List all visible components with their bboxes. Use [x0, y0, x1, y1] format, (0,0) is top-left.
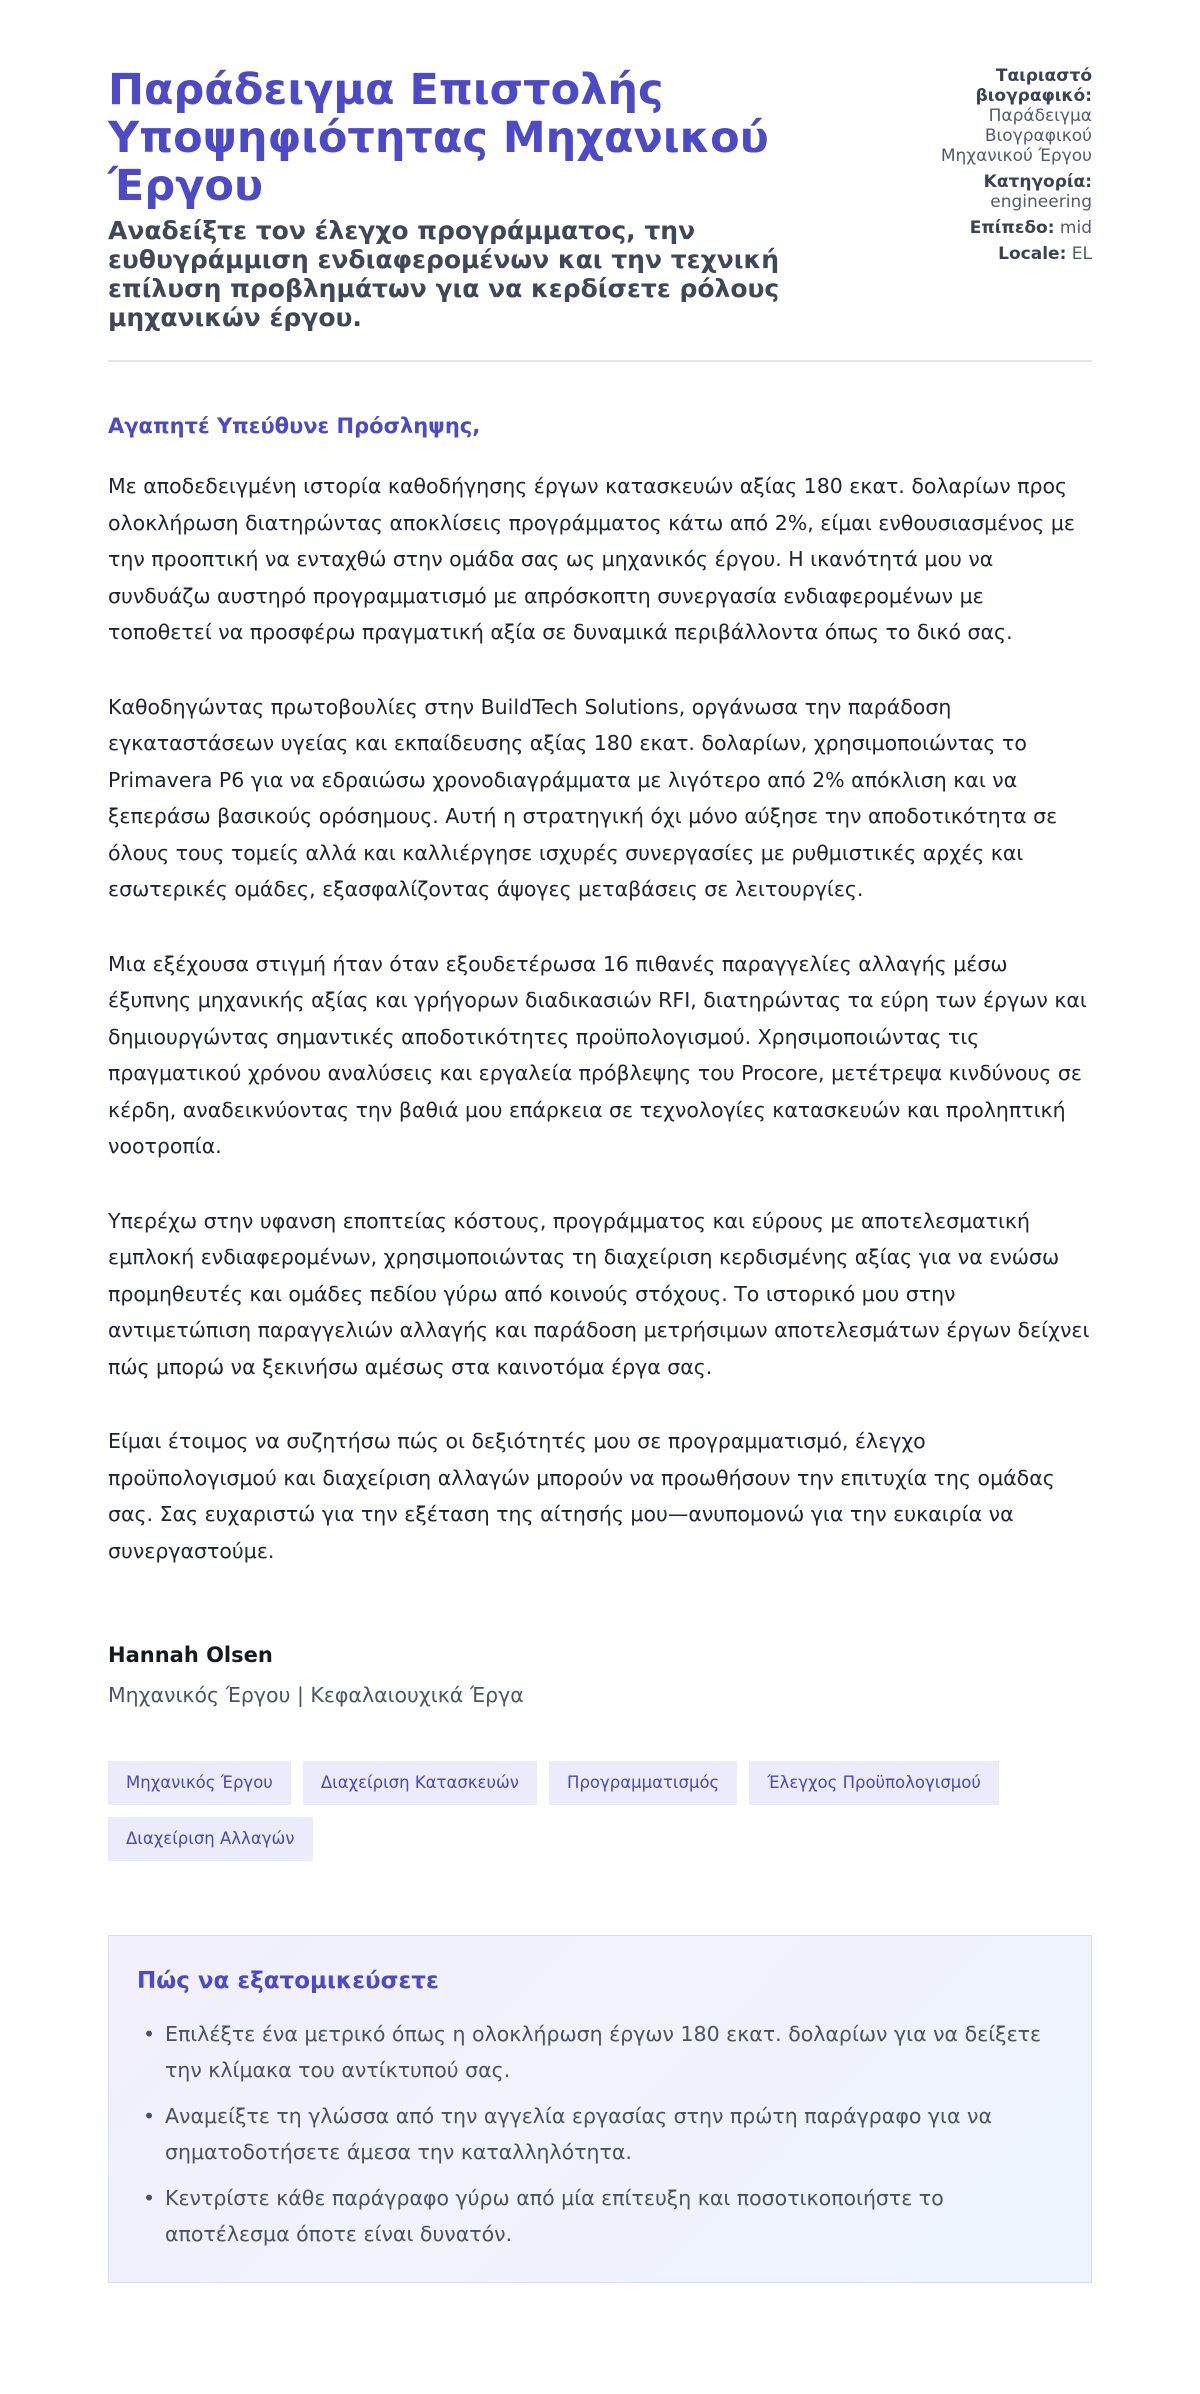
meta-resume — [902, 66, 1092, 166]
tips-item — [143, 2016, 1063, 2088]
tips-item — [143, 2180, 1063, 2252]
tips-item-text: Επιλέξτε ένα μετρικό όπως η ολοκλήρωση έργων 180 εκατ. δολαρίων για να δείξετε την κλίμακα του αντίκτυπού σας. — [165, 2022, 1042, 2082]
page-header — [108, 66, 1092, 360]
letter-paragraph: Υπερέχω στην υφανση εποπτείας κόστους, προγράμματος και εύρους με αποτελεσματική εμπλοκή ενδιαφερομένων, χρησιμοποιώντας τη διαχείριση κερδισμένης αξίας για να ενώσω προμηθευτές και ομάδες πεδίου γύρω από κοινούς στόχους. Το ιστορικό μου στην αντιμετώπιση παραγγελιών αλλαγής και παράδοση μετρήσιμων αποτελεσμάτων έργων δείχνει πώς μπορώ να ξεκινήσω αμέσως στα καινοτόμα έργα σας. — [108, 1208, 1090, 1379]
tag-chip[interactable]: Προγραμματισμός — [549, 1761, 737, 1805]
page-subtitle: Αναδείξτε τον έλεγχο προγράμματος, την ευθυγράμμιση ενδιαφερομένων και την τεχνική επίλυση προβλημάτων για να κερδίσετε ρόλους μηχανικών έργου. — [108, 216, 780, 332]
signature-name: Hannah Olsen — [108, 1643, 273, 1667]
meta-level-label: Επίπεδο: — [969, 218, 1055, 238]
signature-title: Μηχανικός Έργου | Κεφαλαιουχικά Έργα — [108, 1683, 524, 1707]
meta-resume-value: Παράδειγμα Βιογραφικού Μηχανικού Έργου — [940, 106, 1092, 166]
meta-level — [902, 218, 1092, 238]
letter-greeting: Αγαπητέ Υπεύθυνε Πρόσληψης, — [108, 414, 481, 438]
customize-tips-box — [108, 1935, 1092, 2283]
tag-chip[interactable]: Διαχείριση Κατασκευών — [303, 1761, 537, 1805]
bullet-icon: • — [143, 2104, 156, 2128]
meta-level-value: mid — [1059, 218, 1092, 238]
tips-title: Πώς να εξατομικεύσετε — [137, 1968, 439, 1994]
meta-locale-value: EL — [1071, 244, 1092, 264]
tag-list — [108, 1761, 1092, 1861]
meta-locale — [902, 244, 1092, 264]
tag-chip[interactable]: Μηχανικός Έργου — [108, 1761, 291, 1805]
meta-category-label: Κατηγορία: — [983, 172, 1092, 192]
page-title: Παράδειγμα Επιστολής Υποψηφιότητας Μηχανικού Έργου — [108, 65, 769, 211]
cover-letter-page — [108, 66, 1092, 2283]
meta-resume-label: Ταιριαστό βιογραφικό: — [975, 66, 1092, 106]
tips-item-text: Αναμείξτε τη γλώσσα από την αγγελία εργασίας στην πρώτη παράγραφο για να σηματοδοτήσετε άμεσα την καταλληλότητα. — [165, 2104, 992, 2164]
meta-locale-label: Locale: — [998, 244, 1067, 264]
letter-paragraph: Μια εξέχουσα στιγμή ήταν όταν εξουδετέρωσα 16 πιθανές παραγγελίες αλλαγής μέσω έξυπνης μηχανικής αξίας και γρήγορων διαδικασιών RFI, διατηρώντας τα εύρη των έργων και δημιουργώντας σημαντικές αποδοτικότητες προϋπολογισμού. Χρησιμοποιώντας τις πραγματικού χρόνου αναλύσεις και εργαλεία πρόβλεψης του Procore, μετέτρεψα κινδύνους σε κέρδη, αναδεικνύοντας την βαθιά μου επάρκεια σε τεχνολογίες κατασκευών και προληπτική νοοτροπία. — [108, 951, 1087, 1158]
meta-category-value: engineering — [990, 192, 1092, 212]
tag-chip[interactable]: Διαχείριση Αλλαγών — [108, 1817, 313, 1861]
header-divider — [108, 360, 1092, 362]
meta-category — [902, 172, 1092, 212]
bullet-icon: • — [143, 2186, 156, 2210]
tag-chip[interactable]: Έλεγχος Προϋπολογισμού — [749, 1761, 999, 1805]
meta-panel — [902, 66, 1092, 270]
letter-paragraph: Είμαι έτοιμος να συζητήσω πώς οι δεξιότητές μου σε προγραμματισμό, έλεγχο προϋπολογισμού και διαχείριση αλλαγών μπορούν να προωθήσουν την επιτυχία της ομάδας σας. Σας ευχαριστώ για την εξέταση της αίτησής μου—ανυπομονώ για την ευκαιρία να συνεργαστούμε. — [108, 1429, 1055, 1563]
bullet-icon: • — [143, 2022, 156, 2046]
tips-item-text: Κεντρίστε κάθε παράγραφο γύρω από μία επίτευξη και ποσοτικοποιήστε το αποτέλεσμα όποτε είναι δυνατόν. — [165, 2186, 944, 2246]
tips-list — [137, 2016, 1063, 2252]
tips-item — [143, 2098, 1063, 2170]
letter-paragraph: Με αποδεδειγμένη ιστορία καθοδήγησης έργων κατασκευών αξίας 180 εκατ. δολαρίων προς ολοκλήρωση διατηρώντας αποκλίσεις προγράμματος κάτω από 2%, είμαι ενθουσιασμένος με την προοπτική να ενταχθώ στην ομάδα σας ως μηχανικός έργου. Η ικανότητά μου να συνδυάζω αυστηρό προγραμματισμό με απρόσκοπτη συνεργασία ενδιαφερομένων με τοποθετεί να προσφέρω πραγματική αξία σε δυναμικά περιβάλλοντα όπως το δικό σας. — [108, 474, 1075, 644]
letter-paragraph: Καθοδηγώντας πρωτοβουλίες στην BuildTech Solutions, οργάνωσα την παράδοση εγκαταστάσεων υγείας και εκπαίδευσης αξίας 180 εκατ. δολαρίων, χρησιμοποιώντας το Primavera P6 για να εδραιώσω χρονοδιαγράμματα με λιγότερο από 2% απόκλιση και να ξεπεράσω βασικούς ορόσημους. Αυτή η στρατηγική όχι μόνο αύξησε την αποδοτικότητα σε όλους τους τομείς αλλά και καλλιέργησε ισχυρές συνεργασίες με ρυθμιστικές αρχές και εσωτερικές ομάδες, εξασφαλίζοντας άψογες μεταβάσεις σε λειτουργίες. — [108, 694, 1058, 901]
